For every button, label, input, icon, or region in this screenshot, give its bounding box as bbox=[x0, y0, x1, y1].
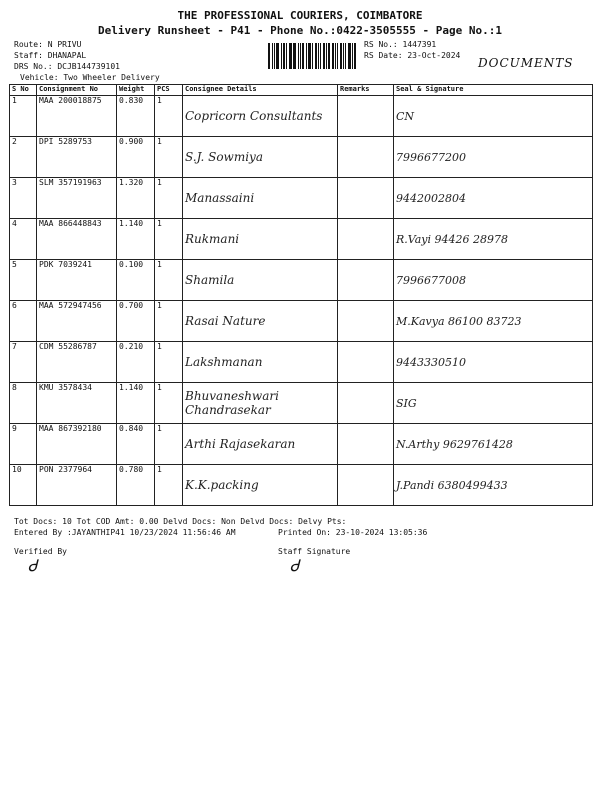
row-sno: 6 bbox=[10, 301, 37, 342]
barcode-bar bbox=[326, 43, 327, 69]
col-sno: S No bbox=[10, 85, 37, 96]
row-consignee: Rasai Nature bbox=[183, 301, 338, 342]
row-consignee: Rukmani bbox=[183, 219, 338, 260]
row-sno: 5 bbox=[10, 260, 37, 301]
entered-by: Entered By :JAYANTHIP41 10/23/2024 11:56:46 AM bbox=[14, 528, 236, 537]
barcode-bar bbox=[343, 43, 344, 69]
row-signature: M.Kavya 86100 83723 bbox=[394, 301, 593, 342]
barcode-bar bbox=[290, 43, 292, 69]
barcode-bar bbox=[354, 43, 356, 69]
table-row bbox=[10, 137, 593, 178]
table-row bbox=[10, 342, 593, 383]
staff-signature-label: Staff Signature bbox=[278, 547, 351, 556]
barcode-bar bbox=[300, 43, 301, 69]
row-sno: 4 bbox=[10, 219, 37, 260]
row-consignment: SLM 357191963 bbox=[37, 178, 117, 219]
barcode-bar bbox=[318, 43, 319, 69]
barcode-bar bbox=[283, 43, 285, 69]
barcode bbox=[268, 43, 358, 69]
table-row bbox=[10, 219, 593, 260]
row-pcs: 1 bbox=[155, 383, 183, 424]
row-weight: 0.210 bbox=[117, 342, 155, 383]
col-signature: Seal & Signature bbox=[394, 85, 593, 96]
row-sno: 9 bbox=[10, 424, 37, 465]
row-signature: 7996677200 bbox=[394, 137, 593, 178]
barcode-bar bbox=[274, 43, 275, 69]
row-weight: 0.780 bbox=[117, 465, 155, 506]
barcode-bar bbox=[308, 43, 311, 69]
row-weight: 1.140 bbox=[117, 383, 155, 424]
row-consignee: Shamila bbox=[183, 260, 338, 301]
row-remarks bbox=[338, 301, 394, 342]
table-row bbox=[10, 260, 593, 301]
row-pcs: 1 bbox=[155, 465, 183, 506]
row-pcs: 1 bbox=[155, 137, 183, 178]
row-remarks bbox=[338, 465, 394, 506]
barcode-bar bbox=[345, 43, 346, 69]
barcode-bar bbox=[320, 43, 321, 69]
verifier-signature-mark: Ꮷ bbox=[28, 556, 37, 575]
verified-by-label: Verified By bbox=[14, 547, 67, 556]
row-pcs: 1 bbox=[155, 301, 183, 342]
row-remarks bbox=[338, 383, 394, 424]
row-pcs: 1 bbox=[155, 219, 183, 260]
row-pcs: 1 bbox=[155, 178, 183, 219]
totals-line: Tot Docs: 10 Tot COD Amt: 0.00 Delvd Docs: Non Delvd Docs: Delvy Pts: bbox=[14, 517, 347, 526]
table-row bbox=[10, 424, 593, 465]
row-signature: 9443330510 bbox=[394, 342, 593, 383]
row-pcs: 1 bbox=[155, 342, 183, 383]
row-signature: 9442002804 bbox=[394, 178, 593, 219]
barcode-bar bbox=[323, 43, 325, 69]
row-weight: 0.700 bbox=[117, 301, 155, 342]
row-weight: 0.840 bbox=[117, 424, 155, 465]
row-consignment: MAA 200018875 bbox=[37, 96, 117, 137]
col-pcs: PCS bbox=[155, 85, 183, 96]
barcode-bar bbox=[348, 43, 351, 69]
row-signature: R.Vayi 94426 28978 bbox=[394, 219, 593, 260]
barcode-bar bbox=[289, 43, 290, 69]
row-sno: 10 bbox=[10, 465, 37, 506]
row-weight: 0.100 bbox=[117, 260, 155, 301]
row-remarks bbox=[338, 219, 394, 260]
table-header-row bbox=[10, 85, 593, 96]
row-signature: SIG bbox=[394, 383, 593, 424]
col-remarks: Remarks bbox=[338, 85, 394, 96]
col-consignee: Consignee Details bbox=[183, 85, 338, 96]
barcode-bar bbox=[272, 43, 273, 69]
documents-stamp: DOCUMENTS bbox=[478, 56, 574, 70]
row-weight: 1.140 bbox=[117, 219, 155, 260]
barcode-bar bbox=[335, 43, 336, 69]
barcode-bar bbox=[298, 43, 299, 69]
row-consignment: CDM 55286787 bbox=[37, 342, 117, 383]
row-pcs: 1 bbox=[155, 260, 183, 301]
printed-on: Printed On: 23-10-2024 13:05:36 bbox=[278, 528, 428, 537]
route-label: Route: N PRIVU bbox=[14, 40, 82, 49]
row-sno: 1 bbox=[10, 96, 37, 137]
row-signature: J.Pandi 6380499433 bbox=[394, 465, 593, 506]
barcode-bar bbox=[302, 43, 304, 69]
col-consignment: Consignment No bbox=[37, 85, 117, 96]
row-remarks bbox=[338, 137, 394, 178]
row-weight: 1.320 bbox=[117, 178, 155, 219]
row-consignment: MAA 572947456 bbox=[37, 301, 117, 342]
staff-signature-mark: Ꮷ bbox=[290, 556, 299, 575]
table-row bbox=[10, 96, 593, 137]
row-remarks bbox=[338, 178, 394, 219]
row-consignment: MAA 866448843 bbox=[37, 219, 117, 260]
barcode-bar bbox=[332, 43, 334, 69]
row-consignment: PON 2377964 bbox=[37, 465, 117, 506]
row-signature: 7996677008 bbox=[394, 260, 593, 301]
barcode-bar bbox=[293, 43, 296, 69]
row-consignee: Manassaini bbox=[183, 178, 338, 219]
barcode-bar bbox=[312, 43, 313, 69]
barcode-bar bbox=[281, 43, 282, 69]
row-sno: 3 bbox=[10, 178, 37, 219]
row-consignee: Arthi Rajasekaran bbox=[183, 424, 338, 465]
row-consignee: S.J. Sowmiya bbox=[183, 137, 338, 178]
row-sno: 2 bbox=[10, 137, 37, 178]
table-row bbox=[10, 301, 593, 342]
col-weight: Weight bbox=[117, 85, 155, 96]
row-consignee: Lakshmanan bbox=[183, 342, 338, 383]
runsheet-table bbox=[9, 84, 593, 506]
barcode-bar bbox=[286, 43, 287, 69]
staff-label: Staff: DHANAPAL bbox=[14, 51, 87, 60]
row-consignee: Bhuvaneshwari Chandrasekar bbox=[183, 383, 338, 424]
row-consignee: Copricorn Consultants bbox=[183, 96, 338, 137]
barcode-bar bbox=[276, 43, 279, 69]
barcode-bar bbox=[315, 43, 317, 69]
row-consignee: K.K.packing bbox=[183, 465, 338, 506]
row-pcs: 1 bbox=[155, 96, 183, 137]
row-signature: N.Arthy 9629761428 bbox=[394, 424, 593, 465]
company-name: THE PROFESSIONAL COURIERS, COIMBATORE bbox=[177, 9, 423, 22]
vehicle-label: Vehicle: Two Wheeler Delivery bbox=[20, 73, 160, 82]
row-remarks bbox=[338, 342, 394, 383]
row-remarks bbox=[338, 96, 394, 137]
row-remarks bbox=[338, 424, 394, 465]
table-row bbox=[10, 178, 593, 219]
barcode-bar bbox=[328, 43, 331, 69]
barcode-bar bbox=[352, 43, 353, 69]
barcode-bar bbox=[306, 43, 307, 69]
barcode-bar bbox=[268, 43, 270, 69]
row-sno: 7 bbox=[10, 342, 37, 383]
drs-number: DRS No.: DCJB144739101 bbox=[14, 62, 120, 71]
row-weight: 0.830 bbox=[117, 96, 155, 137]
row-sno: 8 bbox=[10, 383, 37, 424]
runsheet-title: Delivery Runsheet - P41 - Phone No.:0422-3505555 - Page No.:1 bbox=[98, 24, 502, 37]
row-pcs: 1 bbox=[155, 424, 183, 465]
row-remarks bbox=[338, 260, 394, 301]
barcode-bar bbox=[337, 43, 338, 69]
table-row bbox=[10, 383, 593, 424]
row-consignment: PDK 7039241 bbox=[37, 260, 117, 301]
barcode-bar bbox=[340, 43, 342, 69]
row-signature: CN bbox=[394, 96, 593, 137]
table-row bbox=[10, 465, 593, 506]
row-weight: 0.900 bbox=[117, 137, 155, 178]
rs-date: RS Date: 23-Oct-2024 bbox=[364, 51, 461, 60]
row-consignment: KMU 3578434 bbox=[37, 383, 117, 424]
rs-number: RS No.: 1447391 bbox=[364, 40, 437, 49]
row-consignment: MAA 867392180 bbox=[37, 424, 117, 465]
row-consignment: DPI 5289753 bbox=[37, 137, 117, 178]
